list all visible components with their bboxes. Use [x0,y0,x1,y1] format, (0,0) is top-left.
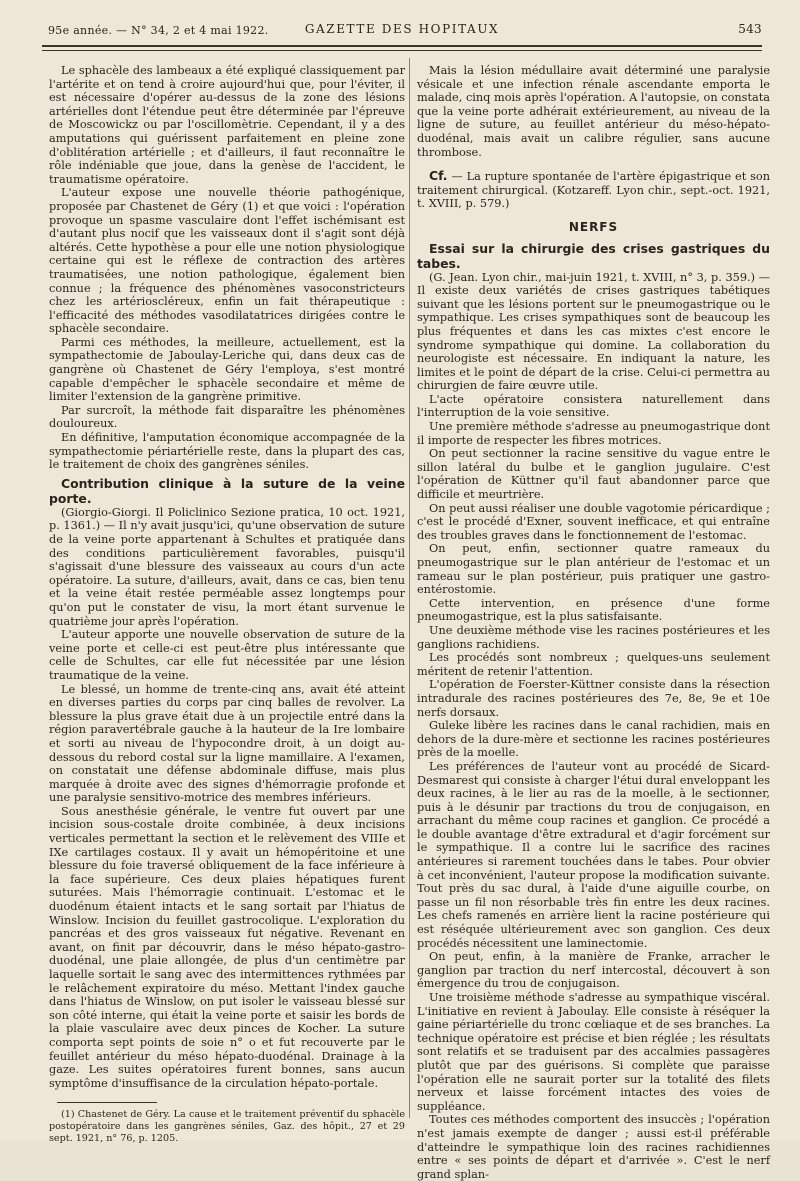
paragraph: Sous anesthésie générale, le ventre fut ouvert par une incision sous-costale droite combinée, à deux incisions verticales permettant la section et le relèvement des VIIIe et IXe cartilages costaux. Il y avait un hémopéritoine et une blessure du foie traversé obliquement de la face inférieure à la face supérieure. Ces deux plaies hépatiques furent suturées. Mais l'hémorragie continuait. L'estomac et le duodénum étaient intacts et le sang sortait par l'hiatus de Winslow. Incision du feuillet gastrocolique. L'exploration du pancréas et des gros vaisseaux fut négative. Revenant en avant, on finit par découvrir, dans le méso hépato-gastro-duodénal, une plaie allongée, de plus d'un centimètre par laquelle sortait le sang avec des intermittences rythmées par le relâchement expiratoire du méso. Mettant l'index gauche dans l'hiatus de Winslow, on put isoler le vaisseau blessé sur son côté interne, qui était la veine porte et saisir les bords de la plaie vasculaire avec deux pinces de Kocher. La suture comporta sept points de soie n° o et fut recouverte par le feuillet antérieur du méso hépato-duodénal. Drainage à la gaze. Les suites opératoires furent bonnes, sans aucun symptôme d'insuffisance de la circulation hépato-portale. [49,804,405,1090]
paragraph: Guleke libère les racines dans le canal rachidien, mais en dehors de la dure-mère et sectionne les racines postérieures près de la moelle. [417,719,770,760]
journal-title: GAZETTE DES HOPITAUX [304,22,500,36]
paragraph: On peut sectionner la racine sensitive du vague entre le sillon latéral du bulbe et le ganglion jugulaire. C'est l'opération de Küttner qu'il faut abandonner parce que difficile et meurtrière. [417,447,770,502]
header-rule [42,45,762,47]
cf-note [417,169,770,211]
paragraph: (G. Jean. Lyon chir., mai-juin 1921, t. XVIII, n° 3, p. 359.) — Il existe deux variétés de crises gastriques tabétiques suivant que les lésions portent sur le pneumogastrique ou le sympathique. Les crises sympathiques sont de beaucoup les plus fréquentes et dans les cas mixtes c'est encore le syndrome sympathique qui domine. La collaboration du neurologiste est nécessaire. En indiquant la nature, les limites et le point de départ de la crise. Celui-ci permettra au chirurgien de faire œuvre utile. [417,270,770,393]
running-header [42,22,762,40]
paragraph: Les procédés sont nombreux ; quelques-uns seulement méritent de retenir l'attention. [417,651,770,678]
paragraph: Une troisième méthode s'adresse au sympathique viscéral. L'initiative en revient à Jaboulay. Elle consiste à réséquer la gaine périartérielle du tronc cœliaque et de ses branches. La technique opératoire est précise et bien réglée ; les résultats sont relatifs et se traduisent par des accalmies passagères plutôt que par des guérisons. Si complète que paraisse l'opération elle ne saurait porter sur la totalité des filets nerveux et laisse forcément intactes des voies de suppléance. [417,991,770,1113]
paragraph: On peut, enfin, sectionner quatre rameaux du pneumogastrique sur le plan antérieur de l'estomac et un rameau sur le plan postérieur, puis pratiquer une gastro-entérostomie. [417,542,770,597]
paragraph: L'auteur expose une nouvelle théorie pathogénique, proposée par Chastenet de Géry (1) et que voici : l'opération provoque un spasme vasculaire dont l'effet ischémisant est d'autant plus nocif que les vaisseaux dont il s'agit sont déjà altérés. Cette hypothèse a pour elle une notion physiologique certaine qui est le réflexe de contraction des artères traumatisées, une notion pathologique, également bien connue ; la fréquence des phénomènes vasoconstricteurs chez les artérioscléreux, enfin un fait thérapeutique : l'efficacité des méthodes vasodilatatrices dirigées contre le sphacèle secondaire. [49,186,405,336]
paragraph: Mais la lésion médullaire avait déterminé une paralysie vésicale et une infection rénale ascendante emporta le malade, cinq mois après l'opération. A l'autopsie, on constata que la veine porte adhérait extérieurement, au niveau de la ligne de suture, au feuillet antérieur du méso-hépato-duodénal, mais avait un calibre régulier, sans aucune thrombose. [417,64,770,159]
paragraph: L'opération de Foerster-Küttner consiste dans la résection intradurale des racines postérieures des 7e, 8e, 9e et 10e nerfs dorsaux. [417,678,770,719]
right-column [417,64,770,1181]
paragraph: Le blessé, un homme de trente-cinq ans, avait été atteint en diverses parties du corps par cinq balles de revolver. La blessure la plus grave était due à un projectile entré dans la région paravertébrale gauche à la hauteur de la Ire lombaire et sorti au niveau de l'hypocondre droit, à un doigt au-dessous du rebord costal sur la ligne mamillaire. A l'examen, on constatait une défense abdominale diffuse, mais plus marquée à droite avec des signes d'hémorragie profonde et une paralysie sensitivo-motrice des membres inférieurs. [49,682,405,805]
paragraph: On peut, enfin, à la manière de Franke, arracher le ganglion par traction du nerf intercostal, découvert à son émergence du trou de conjugaison. [417,950,770,991]
paragraph: Parmi ces méthodes, la meilleure, actuellement, est la sympathectomie de Jaboulay-Leriche qui, dans deux cas de gangrène où Chastenet de Géry l'employa, s'est montré capable d'empêcher le sphacèle secondaire et même de limiter l'extension de la gangrène primitive. [49,335,405,404]
issue-info: 95e année. — N° 34, 2 et 4 mai 1922. [48,24,269,37]
paragraph: Toutes ces méthodes comportent des insuccès ; l'opération n'est jamais exempte de danger ; aussi est-il préférable d'atteindre le sympathique loin des racines rachidiennes entre « ses points de départ et d'arrivée ». C'est le nerf grand splan- [417,1113,770,1181]
left-column [49,64,405,1144]
article-title: Contribution clinique à la suture de la veine porte. [49,475,405,506]
footnote-rule [57,1102,157,1103]
paragraph: On peut aussi réaliser une double vagotomie péricardique ; c'est le procédé d'Exner, souvent inefficace, et qui entraîne des troubles graves dans le fonctionnement de l'estomac. [417,501,770,542]
footnote: (1) Chastenet de Géry. La cause et le traitement préventif du sphacèle postopératoire dans les gangrènes séniles, Gaz. des hôpit., 27 et 29 sept. 1921, n° 76, p. 1205. [49,1109,405,1144]
paragraph: Par surcroît, la méthode fait disparaître les phénomènes douloureux. [49,403,405,431]
paragraph: Les préférences de l'auteur vont au procédé de Sicard-Desmarest qui consiste à charger l'étui dural enveloppant les deux racines, à le lier au ras de la moelle, à le sectionner, puis à le désunir par tractions du trou de conjugaison, en arrachant du même coup racines et ganglion. Ce procédé a le double avantage d'être extradural et d'agir forcément sur le sympathique. Il a contre lui le sacrifice des racines antérieures si rarement touchées dans le tabes. Pour obvier à cet inconvénient, l'auteur propose la modification suivante. Tout près du sac dural, à l'aide d'une aiguille courbe, on passe un fil non résorbable très fin entre les deux racines. Les chefs ramenés en arrière lient la racine postérieure qui est réséquée ultérieurement avec son ganglion. Ces deux procédés nécessitent une laminectomie. [417,759,770,950]
paragraph: Une deuxième méthode vise les racines postérieures et les ganglions rachidiens. [417,623,770,651]
column-divider [409,58,410,1118]
article-title: Essai sur la chirurgie des crises gastriques du tabes. [417,240,770,271]
page-number: 543 [738,22,762,36]
paragraph: L'auteur apporte une nouvelle observation de suture de la veine porte et celle-ci est peut-être plus intéressante que celle de Schultes, car elle fut nécessitée par une lésion traumatique de la veine. [49,628,405,682]
paragraph: Cette intervention, en présence d'une forme pneumogastrique, est la plus satisfaisante. [417,596,770,624]
paragraph: (Giorgio-Giorgi. Il Policlinico Sezione pratica, 10 oct. 1921, p. 1361.) — Il n'y avait jusqu'ici, qu'une observation de suture de la veine porte appartenant à Schultes et pratiquée dans des conditions particulièrement favorables, puisqu'il s'agissait d'une blessure des vaisseaux au cours d'un acte opératoire. La suture, d'ailleurs, avait, dans ce cas, bien tenu et la veine était restée perméable assez longtemps pour qu'on put le constater de visu, la mort étant survenue le quatrième jour après l'opération. [49,505,405,628]
paragraph: En définitive, l'amputation économique accompagnée de la sympathectomie périartérielle reste, dans la plupart des cas, le traitement de choix des gangrènes séniles. [49,431,405,472]
header-rule-thin [42,50,762,51]
cf-text: — La rupture spontanée de l'artère épigastrique et son traitement chirurgical. (Kotzareff. Lyon chir., sept.-oct. 1921, t. XVIII, p. 579.) [417,170,770,211]
cf-label: Cf. [429,168,448,184]
section-heading: NERFS [568,219,619,234]
paragraph: L'acte opératoire consistera naturellement dans l'interruption de la voie sensitive. [417,392,770,420]
paragraph: Le sphacèle des lambeaux a été expliqué classiquement par l'artérite et on tend à croire aujourd'hui que, pour l'éviter, il est nécessaire d'opérer au-dessus de la zone des lésions artérielles dont l'étendue peut être déterminée par l'épreuve de Moscowickz ou par l'oscillomètrie. Cependant, il y a des amputations qui guérissent parfaitement en pleine zone d'oblitération artérielle ; et d'ailleurs, il faut reconnaître le rôle indéniable que joue, dans la genèse de l'accident, le traumatisme opératoire. [49,64,405,186]
paragraph: Une première méthode s'adresse au pneumogastrique dont il importe de respecter les fibres motrices. [417,420,770,447]
